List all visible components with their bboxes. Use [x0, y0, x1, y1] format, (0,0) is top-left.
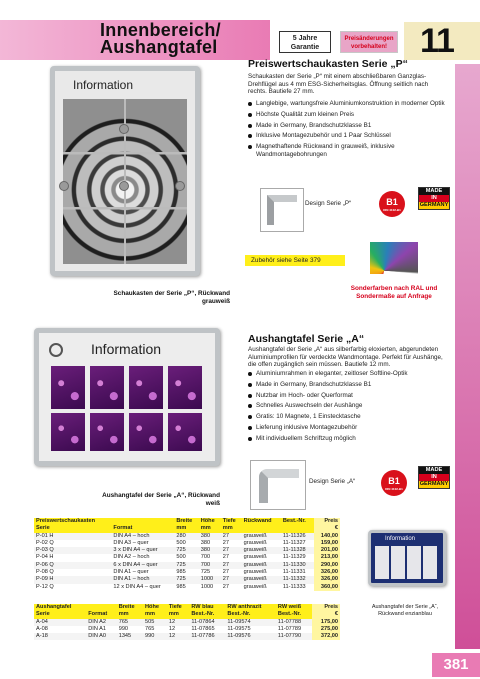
table-cell: Best.-Nr. — [189, 611, 225, 618]
table-cell: mm — [167, 611, 189, 618]
table-cell: 11-11330 — [281, 562, 314, 569]
board-label: Information — [385, 536, 416, 542]
warranty-badge: 5 Jahre Garantie — [279, 31, 331, 53]
table-cell: 1345 — [117, 633, 143, 640]
table-cell: 27 — [221, 569, 242, 576]
b1-fire-badge — [379, 191, 405, 217]
table-cell: P-01 H — [34, 533, 111, 540]
table-cell: 505 — [143, 619, 167, 626]
table-cell: P-09 H — [34, 576, 111, 583]
table-cell: grauweiß — [242, 540, 281, 547]
table-cell: 11-11333 — [281, 584, 314, 591]
table-cell — [86, 604, 116, 611]
table-row — [34, 540, 340, 547]
table-cell: grauweiß — [242, 569, 281, 576]
bullet-item: Lieferung inklusive Montagezubehör — [248, 424, 448, 432]
table-cell: 11-07789 — [276, 626, 312, 633]
bullet-item: Magnethaftende Rückwand in grauweiß, inklusive Wandmontagebohrungen — [248, 143, 448, 158]
table-cell: 985 — [174, 569, 198, 576]
table-cell: € — [314, 525, 340, 532]
table-cell: 27 — [221, 584, 242, 591]
table-cell: 11-11328 — [281, 547, 314, 554]
table-cell: 6 x DIN A4 – quer — [111, 562, 174, 569]
table-cell: Serie — [34, 611, 86, 618]
table-cell: Best.-Nr. — [225, 611, 275, 618]
poster — [168, 366, 202, 409]
table-cell: 27 — [221, 547, 242, 554]
table-row — [34, 633, 340, 640]
table-cell: Preiswertschaukasten — [34, 518, 111, 525]
table-cell: A-18 — [34, 633, 86, 640]
table-cell: 11-11332 — [281, 576, 314, 583]
table-cell: 700 — [199, 562, 221, 569]
table-cell: 12 x DIN A4 – quer — [111, 584, 174, 591]
table-cell: P-03 Q — [34, 547, 111, 554]
b1-label: B1 — [388, 476, 400, 486]
table-cell: DIN A2 — [86, 619, 116, 626]
table-cell: Format — [86, 611, 116, 618]
table-cell: RW weiß — [276, 604, 312, 611]
table-cell: 11-11331 — [281, 569, 314, 576]
table-cell: 11-07788 — [276, 619, 312, 626]
bullet-item: Schnelles Auswechseln der Aushänge — [248, 402, 448, 410]
bullet-item: Inklusive Montagezubehör und 1 Paar Schlüssel — [248, 132, 448, 140]
section-title-p: Preiswertschaukasten Serie „P“ — [248, 58, 408, 70]
table-cell: 11-11329 — [281, 554, 314, 561]
b1-fire-badge — [381, 470, 407, 496]
table-cell: DIN A2 – hoch — [111, 554, 174, 561]
special-colors-note: Sonderfarben nach RAL und Sondermaße auf Anfrage — [350, 285, 438, 300]
table-cell: Preis — [312, 604, 340, 611]
table-cell: 11-11326 — [281, 533, 314, 540]
board-label: Information — [73, 78, 134, 92]
table-cell: 725 — [199, 569, 221, 576]
caption-a: Aushangtafel der Serie „A“, Rückwand weiß — [102, 492, 220, 507]
table-cell: 11-11327 — [281, 540, 314, 547]
poster — [51, 366, 85, 409]
table-cell: DIN A1 — [86, 626, 116, 633]
table-cell: 372,00 — [312, 633, 340, 640]
table-cell: grauweiß — [242, 547, 281, 554]
table-cell: mm — [143, 611, 167, 618]
table-row — [34, 547, 340, 554]
table-cell: 12 — [167, 619, 189, 626]
table-cell: Breite — [174, 518, 198, 525]
table-cell: 1000 — [199, 584, 221, 591]
b1-sub: DIN 4102-B1 — [385, 487, 403, 491]
board-a-blue-image — [368, 530, 446, 586]
bullet-item: Höchste Qualität zum kleinen Preis — [248, 111, 448, 119]
table-cell: DIN A1 – quer — [111, 569, 174, 576]
table-cell: A-04 — [34, 619, 86, 626]
magnet — [119, 181, 129, 191]
table-cell: 500 — [174, 540, 198, 547]
table-cell: Preis — [314, 518, 340, 525]
table-cell: Tiefe — [221, 518, 242, 525]
table-header-row — [34, 518, 340, 525]
bullet-list-p — [248, 100, 448, 162]
logo-icon — [49, 343, 63, 357]
table-cell: RW anthrazit — [225, 604, 275, 611]
table-cell: 990 — [117, 626, 143, 633]
table-cell: 11-09576 — [225, 633, 275, 640]
table-cell: grauweiß — [242, 533, 281, 540]
magnet — [175, 181, 185, 191]
table-cell: Best.-Nr. — [276, 611, 312, 618]
made-in-germany-badge — [418, 187, 450, 210]
price-notice-badge: Preisänderungen vorbehalten! — [340, 31, 398, 53]
description-a: Aushangtafel der Serie „A“ aus silberfarbig eloxierten, abgerundeten Aluminiumprofilen für verdeckte Wandmontage. Perfekt für Aushänge, die offen zugänglich sein müssen. Bautiefe 12 mm. — [248, 346, 443, 369]
table-cell: P-02 Q — [34, 540, 111, 547]
table-cell: 326,00 — [314, 569, 340, 576]
b1-sub: DIN 4102-B1 — [383, 208, 401, 212]
table-cell: DIN A0 — [86, 633, 116, 640]
table-cell: P-12 Q — [34, 584, 111, 591]
table-header-row — [34, 604, 340, 611]
mig-made: MADE — [419, 467, 449, 474]
poster — [90, 366, 124, 409]
table-cell: Format — [111, 525, 174, 532]
table-cell: P-04 H — [34, 554, 111, 561]
table-cell: grauweiß — [242, 554, 281, 561]
table-cell: 27 — [221, 576, 242, 583]
table-cell: 1000 — [199, 576, 221, 583]
poster — [129, 413, 163, 451]
table-cell: P-08 Q — [34, 569, 111, 576]
mig-germany: GERMANY — [419, 481, 449, 487]
table-cell — [242, 525, 281, 532]
design-p-label: Design Serie „P“ — [305, 200, 352, 207]
table-cell: 11-07790 — [276, 633, 312, 640]
made-in-germany-badge — [418, 466, 450, 489]
table-cell: grauweiß — [242, 562, 281, 569]
showcase-p-image — [50, 66, 200, 276]
table-row — [34, 626, 340, 633]
table-row — [34, 619, 340, 626]
bullet-item: Made in Germany, Brandschutzklasse B1 — [248, 122, 448, 130]
table-cell: € — [312, 611, 340, 618]
b1-label: B1 — [386, 197, 398, 207]
table-header-row — [34, 525, 340, 532]
title-line-2: Aushangtafel — [100, 37, 218, 57]
table-cell: 275,00 — [312, 626, 340, 633]
table-cell: 380 — [199, 533, 221, 540]
table-row — [34, 562, 340, 569]
table-header-row — [34, 611, 340, 618]
table-cell: Breite — [117, 604, 143, 611]
table-aushangtafel — [34, 604, 340, 640]
table-cell: Best.-Nr. — [281, 518, 314, 525]
caption-a-blue: Aushangtafel der Serie „A“, Rückwand enzianblau — [371, 604, 439, 617]
bullet-item: Gratis: 10 Magnete, 1 Einstecktasche — [248, 413, 448, 421]
poster — [168, 413, 202, 451]
table-cell: 140,00 — [314, 533, 340, 540]
table-cell: 213,00 — [314, 554, 340, 561]
side-stripe — [455, 64, 480, 649]
table-cell: 360,00 — [314, 584, 340, 591]
chapter-number: 11 — [420, 22, 454, 60]
design-p-detail-image — [260, 188, 304, 232]
table-preiswertschaukasten — [34, 518, 340, 591]
table-cell: 27 — [221, 540, 242, 547]
table-cell: 11-07864 — [189, 619, 225, 626]
table-cell: Serie — [34, 525, 111, 532]
mig-germany: GERMANY — [419, 202, 449, 208]
table-cell: grauweiß — [242, 584, 281, 591]
table-cell: Höhe — [199, 518, 221, 525]
bullet-item: Aluminiumrahmen in eleganter, zeitloser Softline-Optik — [248, 370, 448, 378]
table-cell: 765 — [117, 619, 143, 626]
table-cell: mm — [221, 525, 242, 532]
mig-in: IN — [419, 195, 449, 202]
bullet-list-a — [248, 370, 448, 445]
table-row — [34, 569, 340, 576]
table-cell: A-08 — [34, 626, 86, 633]
table-cell — [111, 518, 174, 525]
table-cell: DIN A4 – hoch — [111, 533, 174, 540]
table-cell: 12 — [167, 633, 189, 640]
table-row — [34, 554, 340, 561]
bullet-item: Made in Germany, Brandschutzklasse B1 — [248, 381, 448, 389]
accessories-note: Zubehör siehe Seite 379 — [245, 255, 345, 266]
magnet — [59, 181, 69, 191]
table-cell: 380 — [199, 540, 221, 547]
table-cell: 280 — [174, 533, 198, 540]
magnet — [119, 124, 129, 134]
table-cell: 11-09575 — [225, 626, 275, 633]
table-row — [34, 584, 340, 591]
poster — [90, 413, 124, 451]
poster — [51, 413, 85, 451]
design-a-label: Design Serie „A“ — [309, 478, 356, 485]
color-fan-image — [370, 242, 418, 274]
table-row — [34, 533, 340, 540]
board-label: Information — [91, 341, 162, 357]
table-cell: 725 — [174, 547, 198, 554]
poster — [129, 366, 163, 409]
bullet-item: Langlebige, wartungsfreie Aluminiumkonstruktion in moderner Optik — [248, 100, 448, 108]
table-cell: 11-07786 — [189, 633, 225, 640]
table-cell: DIN A1 – hoch — [111, 576, 174, 583]
table-cell: 175,00 — [312, 619, 340, 626]
board-a-image — [34, 328, 220, 466]
page-title — [100, 22, 221, 56]
table-cell: Höhe — [143, 604, 167, 611]
table-cell: mm — [117, 611, 143, 618]
table-cell: 290,00 — [314, 562, 340, 569]
description-p: Schaukasten der Serie „P“ mit einem abschließbaren Ganzglas-Drehflügel aus 4 mm ESG-Sicherheitsglas. Öffnung seitlich nach rechts. Bautiefe 27 mm. — [248, 73, 429, 96]
table-cell: 700 — [199, 554, 221, 561]
mig-made: MADE — [419, 188, 449, 195]
caption-p: Schaukasten der Serie „P“, Rückwand grauweiß — [113, 290, 230, 305]
table-cell: grauweiß — [242, 576, 281, 583]
table-row — [34, 576, 340, 583]
table-cell: 27 — [221, 533, 242, 540]
table-cell: 11-07865 — [189, 626, 225, 633]
bullet-item: Nutzbar im Hoch- oder Querformat — [248, 392, 448, 400]
table-cell: 500 — [174, 554, 198, 561]
table-cell: 11-09574 — [225, 619, 275, 626]
table-cell: 985 — [174, 584, 198, 591]
table-cell: 27 — [221, 562, 242, 569]
table-cell — [281, 525, 314, 532]
table-cell: 765 — [143, 626, 167, 633]
title-line-1: Innenbereich/ — [100, 20, 221, 40]
table-cell: Rückwand — [242, 518, 281, 525]
table-cell: 27 — [221, 554, 242, 561]
design-a-detail-image — [250, 460, 306, 510]
table-cell: 3 x DIN A4 – quer — [111, 547, 174, 554]
mig-in: IN — [419, 474, 449, 481]
table-cell: 990 — [143, 633, 167, 640]
table-cell: Aushangtafel — [34, 604, 86, 611]
table-cell: 725 — [174, 576, 198, 583]
table-cell: 326,00 — [314, 576, 340, 583]
table-cell: 12 — [167, 626, 189, 633]
bullet-item: Mit individuellem Schriftzug möglich — [248, 435, 448, 443]
table-cell: P-06 Q — [34, 562, 111, 569]
table-cell: mm — [174, 525, 198, 532]
table-cell: 201,00 — [314, 547, 340, 554]
table-cell: 159,00 — [314, 540, 340, 547]
table-cell: Tiefe — [167, 604, 189, 611]
table-cell: mm — [199, 525, 221, 532]
table-cell: 380 — [199, 547, 221, 554]
table-cell: RW blau — [189, 604, 225, 611]
section-title-a: Aushangtafel Serie „A“ — [248, 333, 365, 345]
table-cell: DIN A3 – quer — [111, 540, 174, 547]
table-cell: 725 — [174, 562, 198, 569]
page-number: 381 — [432, 653, 480, 677]
